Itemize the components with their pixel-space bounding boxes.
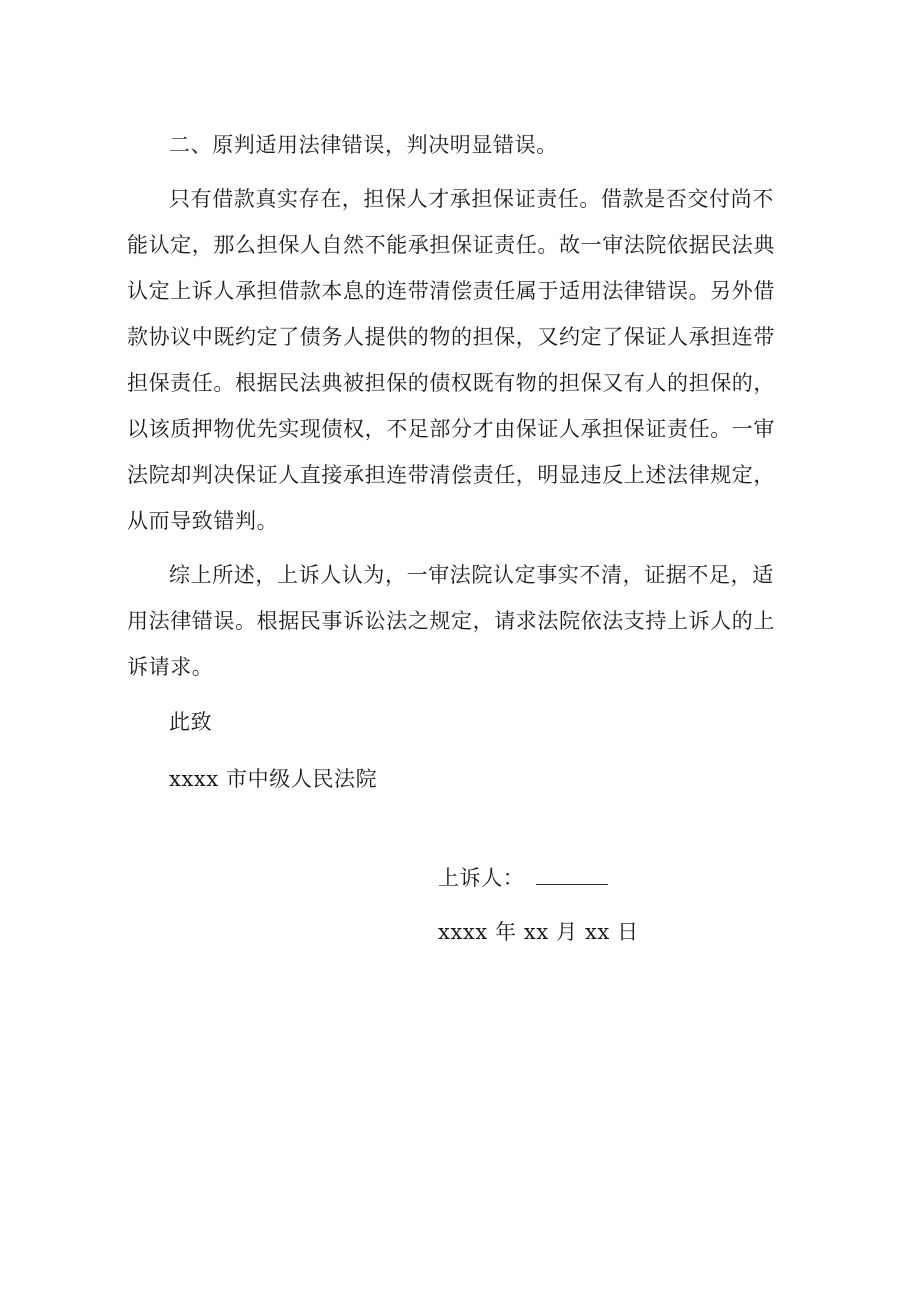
paragraph-line: 诉请求。 — [127, 655, 214, 679]
appellant-signature-line — [438, 862, 608, 892]
document-body — [127, 122, 809, 690]
paragraph-line: 能认定，那么担保人自然不能承担保证责任。故一审法院依据民法典 — [127, 233, 775, 257]
paragraph-line: 综上所述，上诉人认为，一审法院认定事实不清，证据不足，适 — [169, 563, 774, 587]
appellant-label: 上诉人： — [438, 866, 525, 890]
paragraph-line: 只有借款真实存在，担保人才承担保证责任。借款是否交付尚不 — [169, 187, 774, 211]
section-heading — [169, 122, 809, 168]
paragraph-line: 款协议中既约定了债务人提供的物的担保，又约定了保证人承担连带 — [127, 325, 775, 349]
paragraph-line: 从而导致错判。 — [127, 509, 279, 533]
paragraph-conclusion — [127, 552, 809, 690]
signature-blank[interactable] — [536, 864, 608, 885]
paragraph-line: 用法律错误。根据民事诉讼法之规定，请求法院依法支持上诉人的上 — [127, 609, 775, 633]
paragraph-guarantee-reasoning — [127, 176, 809, 544]
paragraph-line: 以该质押物优先实现债权，不足部分才由保证人承担保证责任。一审 — [127, 417, 775, 441]
section-heading-text: 二、原判适用法律错误，判决明显错误。 — [169, 133, 558, 157]
salutation: 此致 — [169, 710, 213, 734]
paragraph-line: 认定上诉人承担借款本息的连带清偿责任属于适用法律错误。另外借 — [127, 279, 775, 303]
signature-date: xxxx 年 xx 月 xx 日 — [438, 920, 639, 944]
court-name: xxxx 市中级人民法院 — [169, 767, 378, 791]
paragraph-line: 担保责任。根据民法典被担保的债权既有物的担保又有人的担保的， — [127, 371, 775, 395]
paragraph-line: 法院却判决保证人直接承担连带清偿责任，明显违反上述法律规定， — [127, 463, 775, 487]
